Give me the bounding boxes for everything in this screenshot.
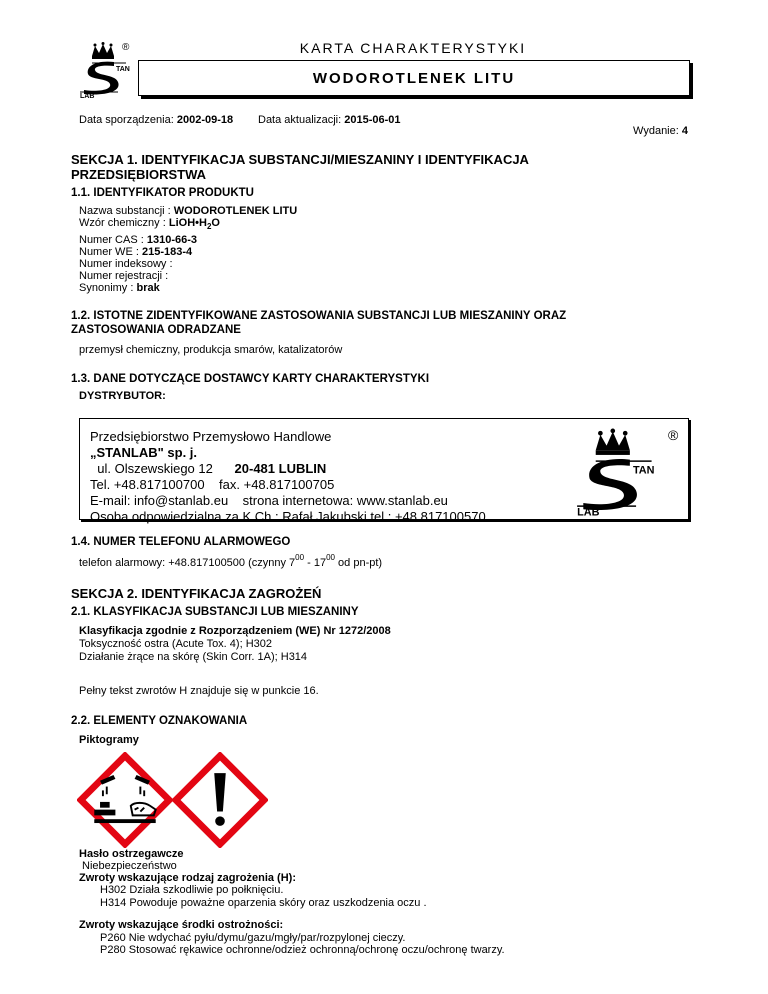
supplier-details <box>90 429 486 525</box>
classification-acute-tox: Toksyczność ostra (Acute Tox. 4); H302 <box>79 638 272 650</box>
exclamation-icon <box>172 752 268 848</box>
emergency-phone: telefon alarmowy: +48.817100500 (czynny $7^{00} - 17^{00}$ od pn-pt) <box>79 553 383 569</box>
synonyms: Synonimy : brak <box>79 282 160 294</box>
supplier-registered-mark: ® <box>668 427 679 443</box>
updated-date: Data aktualizacji: 2015-06-01 <box>258 114 401 126</box>
product-title-box <box>138 60 690 96</box>
signal-word: Niebezpieczeństwo <box>82 860 177 872</box>
svg-text:LAB: LAB <box>577 506 600 519</box>
document-type: KARTA CHARAKTERYSTYKI <box>299 40 527 56</box>
cas-number: Numer CAS : 1310-66-3 <box>79 234 198 246</box>
precaution-p280: P280 Stosować rękawice ochronne/odzież ochronną/ochronę oczu/ochronę twarzy. <box>100 944 505 956</box>
supplier-address: ul. Olszewskiego 12 20-481 LUBLIN <box>97 461 327 476</box>
h-phrases-note: Pełny tekst zwrotów H znajduje się w punkcie 16. <box>79 685 319 697</box>
index-number: Numer indeksowy : <box>79 258 173 270</box>
supplier-logo <box>574 425 664 519</box>
section-1-2-title: 1.2. ISTOTNE ZIDENTYFIKOWANE ZASTOSOWANIA SUBSTANCJI LUB MIESZANINY ORAZ ZASTOSOWANIA ODRADZANE <box>71 310 567 336</box>
section1-title: SEKCJA 1. IDENTYFIKACJA SUBSTANCJI/MIESZANINY I IDENTYFIKACJA PRZEDSIĘBIORSTWA <box>71 152 529 182</box>
distributor-label: DYSTRYBUTOR: <box>79 390 166 402</box>
supplier-website: strona internetowa: www.stanlab.eu <box>242 493 448 508</box>
chemical-formula: Wzór chemiczny : $LiOH•H_2O$ <box>79 217 220 231</box>
supplier-box <box>79 418 689 524</box>
edition: Wydanie: 4 <box>633 125 688 137</box>
section-2-2-title: 2.2. ELEMENTY OZNAKOWANIA <box>71 715 248 727</box>
identified-uses: przemysł chemiczny, produkcja smarów, katalizatorów <box>79 344 343 356</box>
section-1-4-title: 1.4. NUMER TELEFONU ALARMOWEGO <box>71 536 291 548</box>
section2-title: SEKCJA 2. IDENTYFIKACJA ZAGROŻEŃ <box>71 586 322 601</box>
supplier-contact-web <box>90 493 486 509</box>
we-number: Numer WE : 215-183-4 <box>79 246 193 258</box>
svg-text:LAB: LAB <box>80 93 95 98</box>
hazard-h302: H302 Działa szkodliwie po połknięciu. <box>100 884 284 896</box>
supplier-company: Przedsiębiorstwo Przemysłowo Handlowe <box>90 429 332 444</box>
classification-skin-corr: Działanie żrące na skórę (Skin Corr. 1A); H314 <box>79 651 308 663</box>
section-1-3-title: 1.3. DANE DOTYCZĄCE DOSTAWCY KARTY CHARAKTERYSTYKI <box>71 373 430 385</box>
hazard-h314: H314 Powoduje poważne oparzenia skóry oraz uszkodzenia oczu . <box>100 897 427 909</box>
section-1-1-title: 1.1. IDENTYFIKATOR PRODUKTU <box>71 187 254 199</box>
supplier-name: „STANLAB" sp. j. <box>90 445 198 460</box>
substance-name: Nazwa substancji : WODOROTLENEK LITU <box>79 205 298 217</box>
section-2-1-title: 2.1. KLASYFIKACJA SUBSTANCJI LUB MIESZANINY <box>71 606 359 618</box>
precautionary-statements-label: Zwroty wskazujące środki ostrożności: <box>79 919 284 931</box>
registration-number: Numer rejestracji : <box>79 270 169 282</box>
registered-mark: ® <box>122 42 130 53</box>
classification-heading: Klasyfikacja zgodnie z Rozporządzeniem (WE) Nr 1272/2008 <box>79 625 391 637</box>
supplier-phone: Tel. +48.817100700 fax. +48.817100705 <box>90 477 335 492</box>
supplier-responsible-person: Osoba odpowiedzialna za K.Ch.: Rafał Jakubski tel.: +48.817100570 <box>90 509 486 524</box>
corrosion-icon <box>77 752 173 848</box>
supplier-email: E-mail: info@stanlab.eu <box>90 493 229 508</box>
svg-text:TAN: TAN <box>632 464 655 477</box>
svg-text:TAN: TAN <box>116 66 130 73</box>
created-date: Data sporządzenia: 2002-09-18 <box>79 114 234 126</box>
pictograms-label: Piktogramy <box>79 734 139 746</box>
product-title: WODOROTLENEK LITU <box>312 69 516 87</box>
precaution-p260: P260 Nie wdychać pyłu/dymu/gazu/mgły/par/rozpylonej cieczy. <box>100 932 406 944</box>
signal-word-label: Hasło ostrzegawcze <box>79 848 184 860</box>
hazard-statements-label: Zwroty wskazujące rodzaj zagrożenia (H): <box>79 872 296 884</box>
